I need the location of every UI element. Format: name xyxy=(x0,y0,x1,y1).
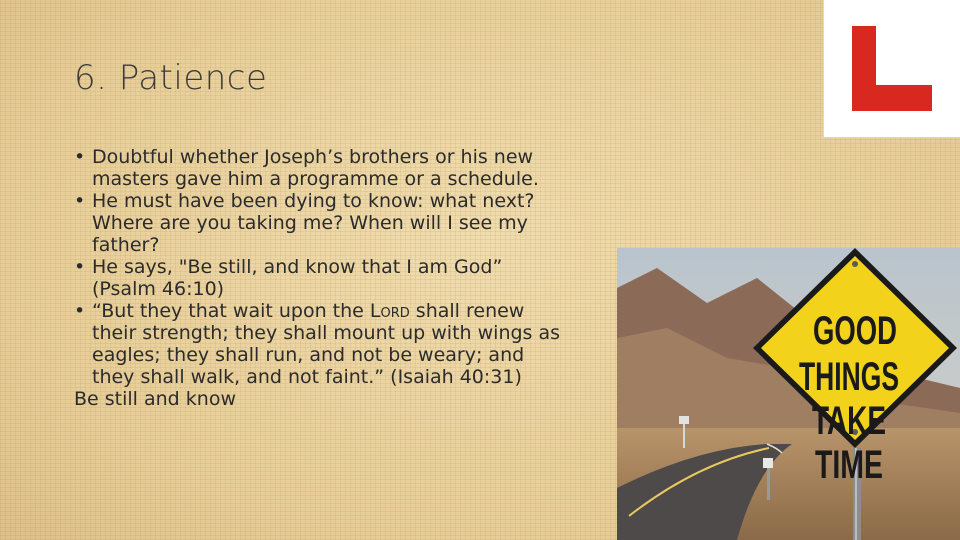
scripture-text: “But they that wait upon the L xyxy=(92,300,381,322)
bullet-item xyxy=(74,146,634,190)
scripture-text: shall renew xyxy=(409,300,525,322)
closing-line: Be still and know xyxy=(74,388,236,410)
bullet-line: their strength; they shall mount up with wings as xyxy=(92,322,561,344)
good-things-take-time-photo xyxy=(617,248,960,540)
lord-small-caps: ord xyxy=(380,300,410,322)
learner-l-icon xyxy=(824,0,960,137)
bullet-line: father? xyxy=(92,234,160,256)
bullet-line: they shall walk, and not faint.” (Isaiah 40:31) xyxy=(92,366,522,388)
bullet-line: (Psalm 46:10) xyxy=(92,278,225,300)
bullet-line xyxy=(92,300,634,322)
bullet-line: eagles; they shall run, and not be weary; and xyxy=(92,344,525,366)
sign-line: TAKE xyxy=(812,399,886,443)
bullet-line: • Doubtful whether Joseph’s brothers or his new xyxy=(92,146,534,168)
sign-line: THINGS xyxy=(799,355,899,399)
bullet-item xyxy=(74,256,634,300)
bullet-line: • He says, "Be still, and know that I am God” xyxy=(92,256,503,278)
bullet-list xyxy=(74,146,634,410)
bullet-line: masters gave him a programme or a schedule. xyxy=(92,168,539,190)
slide-title: 6. Patience xyxy=(74,58,268,98)
sign-line: GOOD xyxy=(813,309,897,353)
bullet-item xyxy=(74,190,634,256)
sign-line: TIME xyxy=(815,443,883,487)
bullet-item xyxy=(74,300,634,388)
bullet-line: • He must have been dying to know: what next? xyxy=(92,190,535,212)
learner-plate-image xyxy=(823,0,960,138)
bullet-line: Where are you taking me? When will I see my xyxy=(92,212,528,234)
